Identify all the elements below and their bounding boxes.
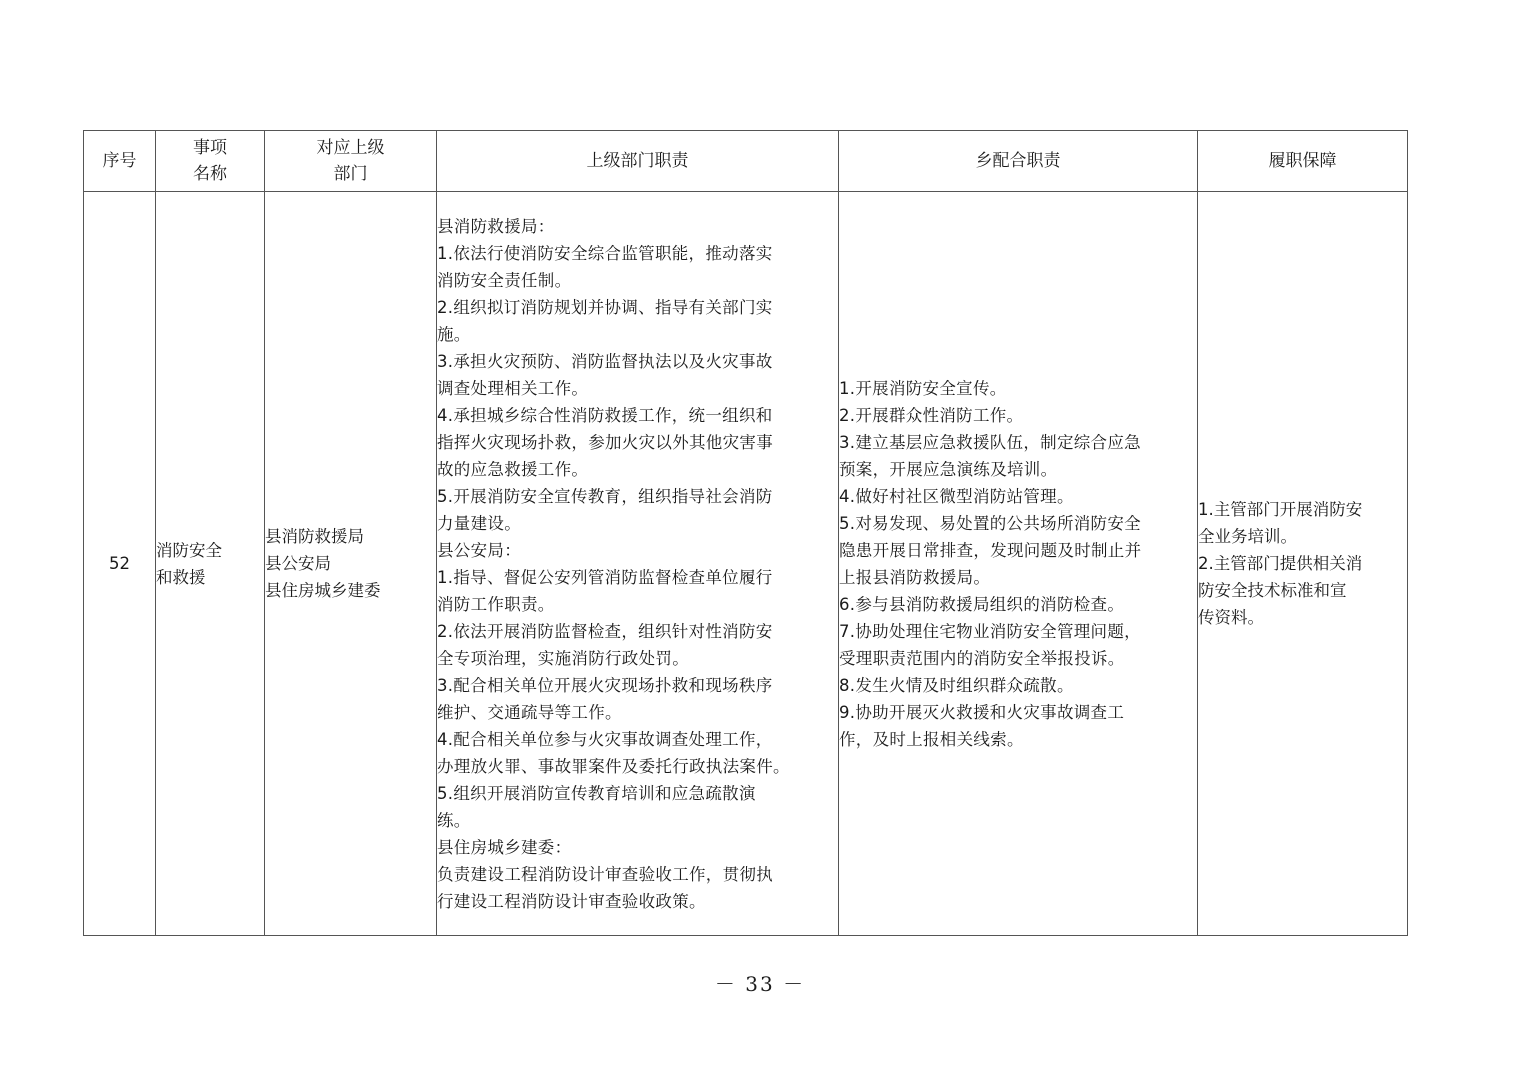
row-upper-duties: 县消防救援局： 1.依法行使消防安全综合监管职能，推动落实 消防安全责任制。 2.组织拟订消防规划并协调、指导有关部门实 施。 3.承担火灾预防、消防监督执法以及火灾事故 调查处理相关工作。 4.承担城乡综合性消防救援工作，统一组织和 指挥火灾现场扑救，参加火灾以外其他灾害事 故的应急救援工作。 5.开展消防安全宣传教育，组织指导社会消防 力量建设。 县公安局： 1.指导、督促公安列管消防监督检查单位履行 消防工作职责。 2.依法开展消防监督检查，组织针对性消防安 全专项治理，实施消防行政处罚。 3.配合相关单位开展火灾现场扑救和现场秩序 维护、交通疏导等工作。 4.配合相关单位参与火灾事故调查处理工作， 办理放火罪、事故罪案件及委托行政执法案件。 5.组织开展消防宣传教育培训和应急疏散演 练。 县住房城乡建委： 负责建设工程消防设计审查验收工作，贯彻执 行建设工程消防设计审查验收政策。 bbox=[437, 192, 839, 936]
header-item-name: 事项 名称 bbox=[156, 131, 265, 192]
header-guarantee: 履职保障 bbox=[1198, 131, 1408, 192]
header-town-duties: 乡配合职责 bbox=[839, 131, 1198, 192]
row-seq: 52 bbox=[84, 192, 156, 936]
table-header-row bbox=[84, 131, 1408, 192]
row-upper-dept: 县消防救援局 县公安局 县住房城乡建委 bbox=[265, 192, 437, 936]
page-number: － 33 － bbox=[714, 972, 806, 996]
header-upper-duties: 上级部门职责 bbox=[437, 131, 839, 192]
header-upper-dept: 对应上级 部门 bbox=[265, 131, 437, 192]
duty-table bbox=[83, 130, 1408, 936]
header-seq: 序号 bbox=[84, 131, 156, 192]
row-item-name: 消防安全 和救援 bbox=[156, 192, 265, 936]
table-row bbox=[84, 192, 1408, 936]
row-town-duties: 1.开展消防安全宣传。 2.开展群众性消防工作。 3.建立基层应急救援队伍，制定综合应急 预案，开展应急演练及培训。 4.做好村社区微型消防站管理。 5.对易发现、易处置的公共场所消防安全 隐患开展日常排查，发现问题及时制止并 上报县消防救援局。 6.参与县消防救援局组织的消防检查。 7.协助处理住宅物业消防安全管理问题， 受理职责范围内的消防安全举报投诉。 8.发生火情及时组织群众疏散。 9.协助开展灭火救援和火灾事故调查工 作，及时上报相关线索。 bbox=[839, 192, 1198, 936]
row-guarantee: 1.主管部门开展消防安 全业务培训。 2.主管部门提供相关消 防安全技术标准和宣 传资料。 bbox=[1198, 192, 1408, 936]
